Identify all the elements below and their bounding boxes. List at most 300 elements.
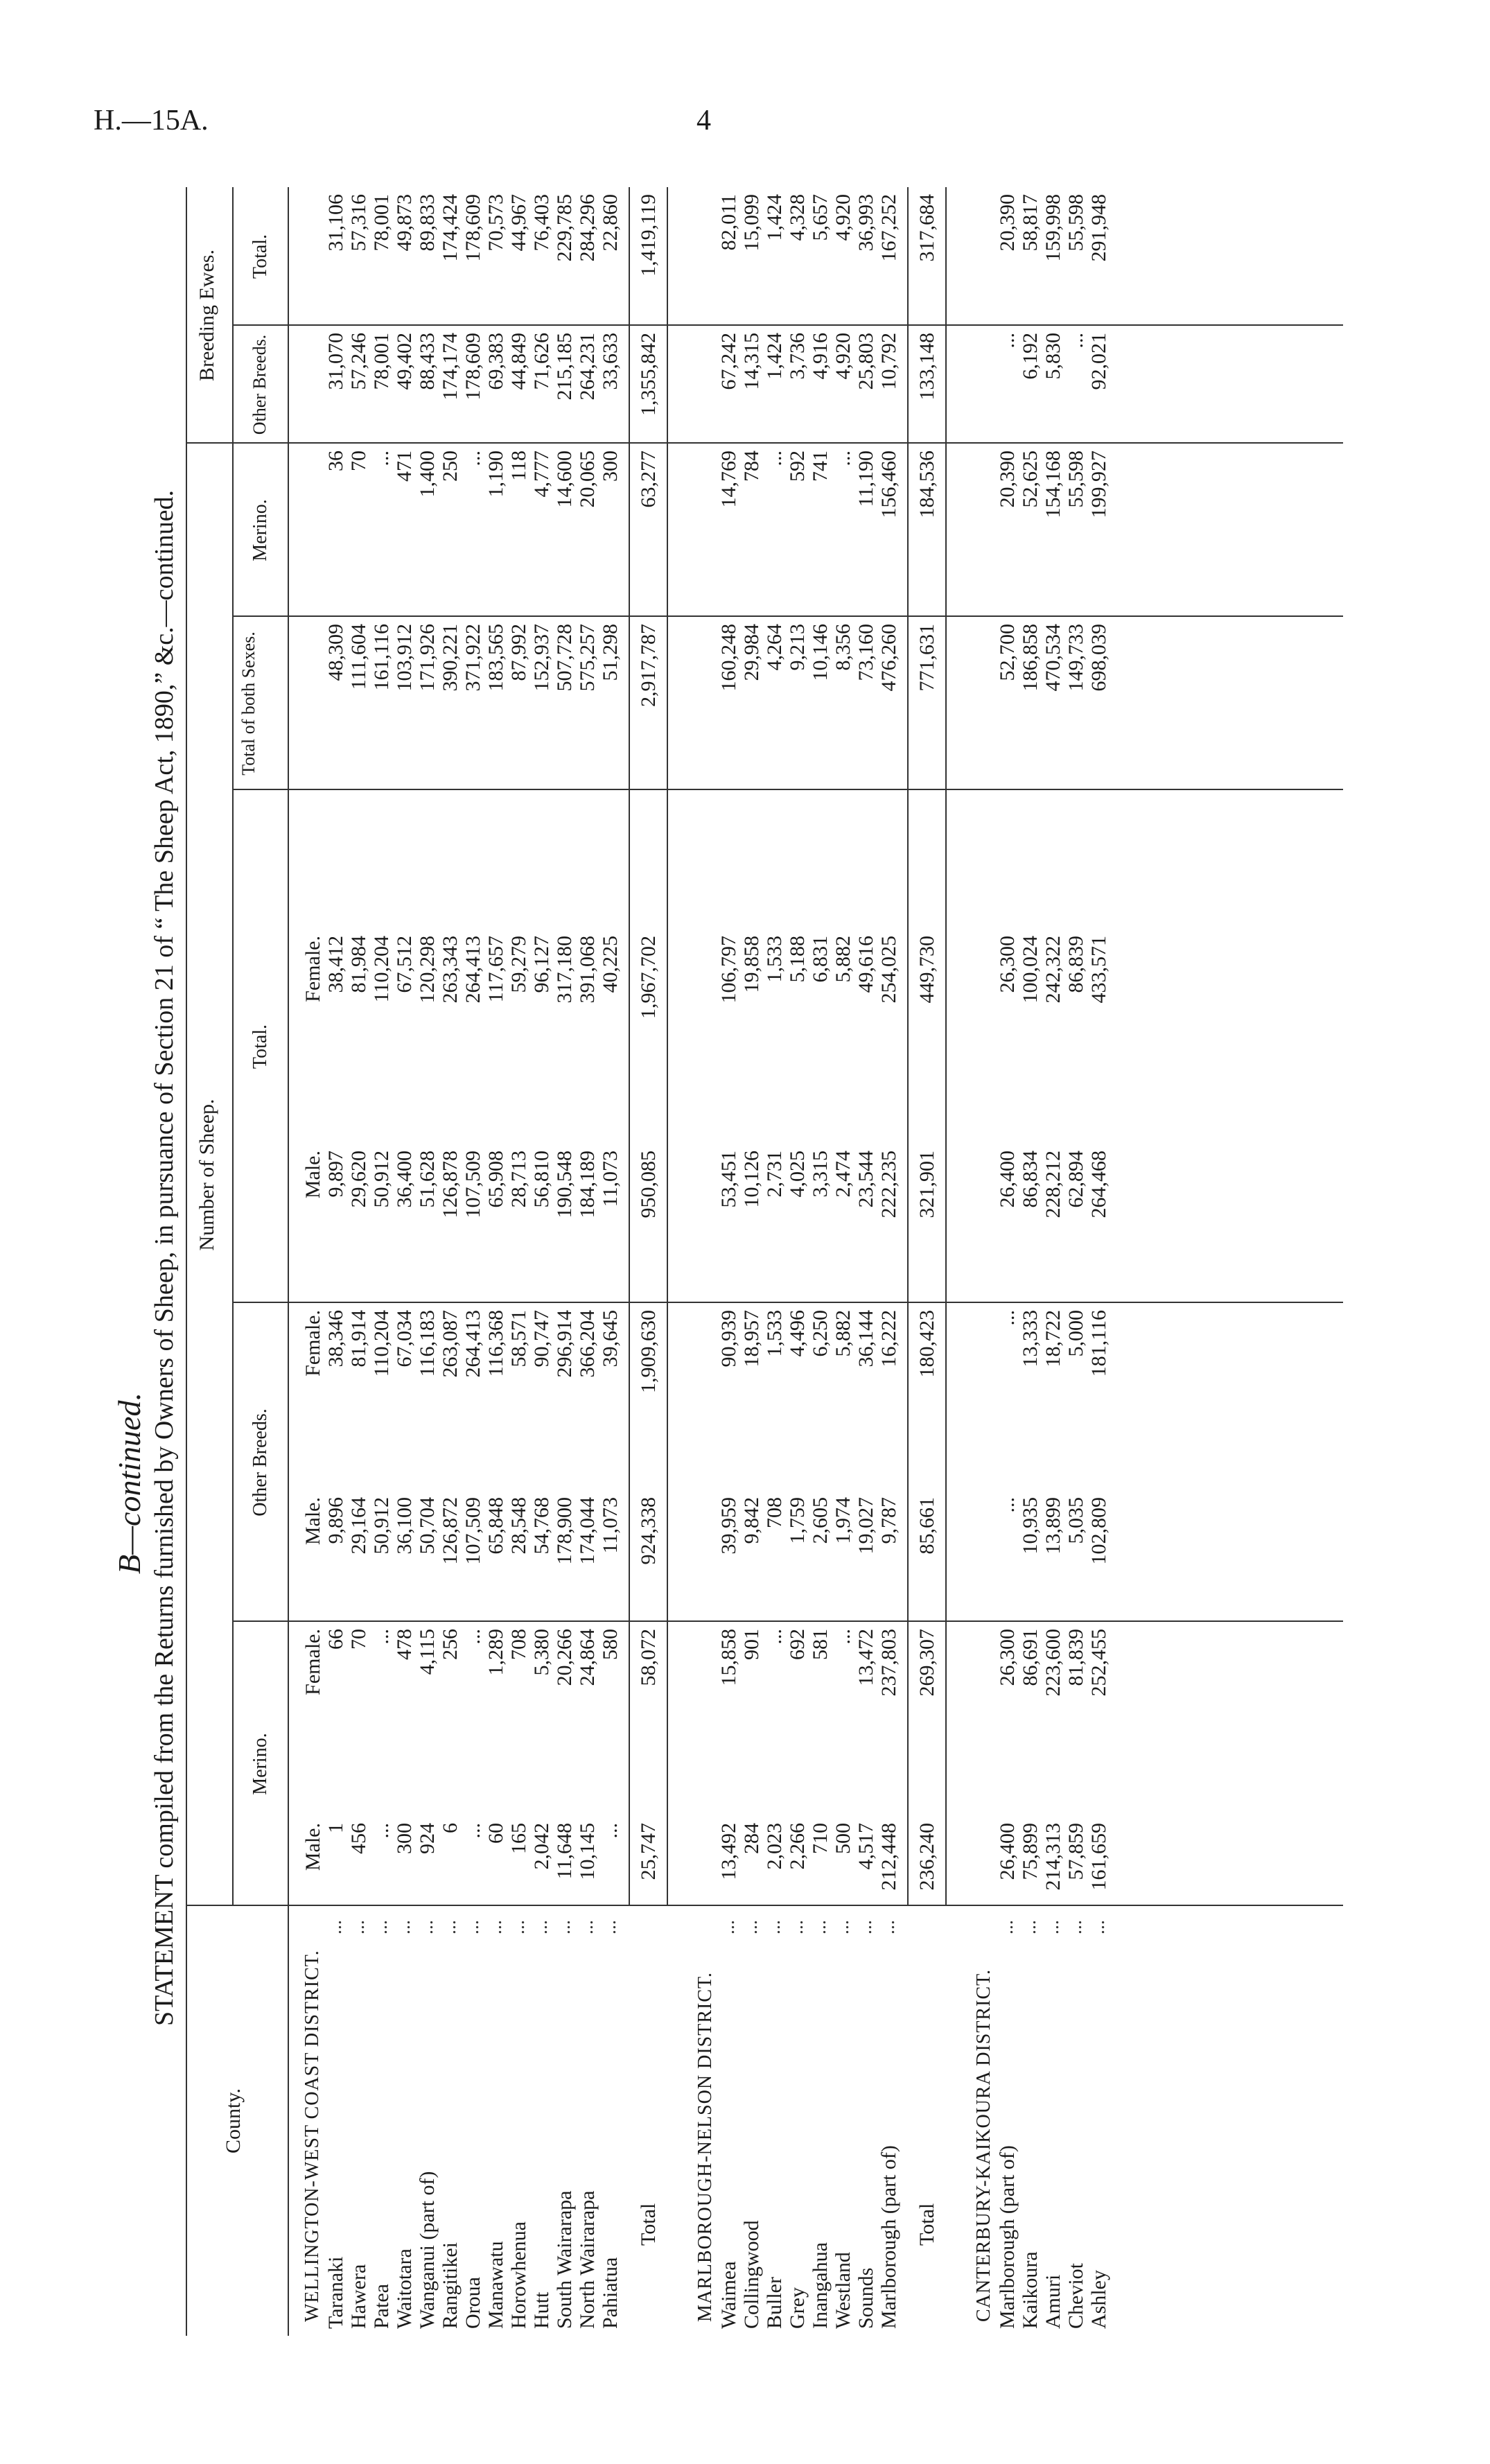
- rule-both-ewes: [232, 615, 1343, 617]
- cell-m-f: 26,300: [996, 1629, 1019, 1686]
- cell-t-m: 65,908: [484, 1151, 507, 1208]
- cell-t-f: 26,300: [996, 936, 1019, 993]
- statement-title: STATEMENT compiled from the Returns furnished by Owners of Sheep, in pursuance of Section 21 of “ The Sheep Act, 1890,” &c.—continued.: [150, 490, 179, 2026]
- cell-m-m: 60: [484, 1823, 507, 1844]
- cell-o-m: 28,548: [507, 1497, 530, 1555]
- total-header: Total.: [249, 1024, 271, 1069]
- total-o-m: 924,338: [637, 1497, 660, 1565]
- cell-t-b: 186,858: [1019, 624, 1042, 692]
- cell-o-f: 116,183: [416, 1310, 439, 1377]
- cell-t-m: 53,451: [717, 1151, 740, 1208]
- cell-o-m: 19,027: [854, 1497, 877, 1555]
- county-name: Waitotara: [393, 2248, 416, 2329]
- cell-m-m: 57,859: [1064, 1823, 1087, 1880]
- cell-m-f: 252,455: [1087, 1629, 1110, 1697]
- cell-m-f: ...: [462, 1629, 484, 1645]
- cell-e-t: 36,993: [854, 194, 877, 252]
- leader-dots: ...: [740, 1920, 762, 1934]
- cell-t-b: 698,039: [1087, 624, 1110, 692]
- county-name: Ashley: [1087, 2270, 1110, 2329]
- cell-o-f: 6,250: [809, 1310, 832, 1357]
- leader-dots: ...: [576, 1920, 597, 1934]
- cell-e-o: 49,402: [393, 333, 416, 390]
- cell-t-f: 391,068: [576, 936, 599, 1004]
- page-header-code: H.—15A.: [94, 105, 209, 137]
- county-name: Rangitikei: [439, 2242, 462, 2329]
- total-rule-top: [629, 187, 630, 1906]
- cell-t-b: 73,160: [854, 624, 877, 681]
- cell-m-f: 86,691: [1019, 1629, 1042, 1686]
- cell-m-f: 1,289: [484, 1629, 507, 1676]
- cell-t-f: 1,533: [763, 936, 786, 983]
- cell-e-m: 20,065: [576, 451, 599, 508]
- county-name: Waimea: [717, 2261, 740, 2329]
- leader-dots: ...: [462, 1920, 483, 1934]
- cell-t-b: 507,728: [553, 624, 576, 692]
- cell-m-m: 300: [393, 1823, 416, 1854]
- county-name: Kaikoura: [1019, 2251, 1042, 2329]
- cell-m-m: ...: [370, 1823, 393, 1839]
- cell-e-t: 159,998: [1042, 194, 1064, 262]
- cell-t-m: 56,810: [530, 1151, 553, 1208]
- cell-m-f: 581: [809, 1629, 832, 1660]
- cell-t-f: 242,322: [1042, 936, 1064, 1004]
- cell-m-m: 4,517: [854, 1823, 877, 1870]
- cell-o-f: 18,722: [1042, 1310, 1064, 1368]
- county-name: Buller: [763, 2277, 786, 2329]
- cell-e-m: 4,777: [530, 451, 553, 498]
- leader-dots: ...: [763, 1920, 785, 1934]
- total-e-m: 63,277: [637, 451, 660, 508]
- cell-t-m: 51,628: [416, 1151, 439, 1208]
- cell-o-f: 5,882: [832, 1310, 854, 1357]
- cell-m-m: 6: [439, 1823, 462, 1833]
- cell-e-t: 4,920: [832, 194, 854, 241]
- total-e-o: 1,355,842: [637, 333, 660, 416]
- cell-t-b: 111,604: [347, 624, 370, 690]
- cell-e-m: 1,190: [484, 451, 507, 498]
- cell-e-m: 784: [740, 451, 763, 482]
- cell-t-m: 29,620: [347, 1151, 370, 1208]
- cell-m-m: 500: [832, 1823, 854, 1854]
- leader-dots: ...: [809, 1920, 830, 1934]
- leader-dots: ...: [1087, 1920, 1109, 1934]
- merino-header: Merino.: [249, 1733, 271, 1795]
- leader-dots: ...: [717, 1920, 739, 1934]
- cell-o-f: 13,333: [1019, 1310, 1042, 1368]
- county-name: Hawera: [347, 2264, 370, 2329]
- county-name: Taranaki: [324, 2256, 347, 2329]
- cell-t-b: 371,922: [462, 624, 484, 692]
- cell-m-f: 24,864: [576, 1629, 599, 1686]
- cell-e-o: 67,242: [717, 333, 740, 390]
- total-t-f: 449,730: [915, 936, 938, 1004]
- sex-header-female: Female.: [301, 1310, 324, 1377]
- cell-e-m: ...: [763, 451, 786, 466]
- cell-o-f: 36,144: [854, 1310, 877, 1368]
- sex-header-female: Female.: [301, 936, 324, 1002]
- cell-m-f: 81,839: [1064, 1629, 1087, 1686]
- cell-m-m: 75,899: [1019, 1823, 1042, 1880]
- total-m-m: 236,240: [915, 1823, 938, 1891]
- cell-e-m: 156,460: [877, 451, 900, 518]
- county-name: Sounds: [854, 2267, 877, 2329]
- cell-e-t: 178,609: [462, 194, 484, 262]
- cell-o-m: 126,872: [439, 1497, 462, 1565]
- leader-dots: ...: [347, 1920, 369, 1934]
- cell-t-f: 40,225: [599, 936, 622, 993]
- cell-o-m: 65,848: [484, 1497, 507, 1555]
- cell-t-b: 9,213: [786, 624, 809, 671]
- cell-e-t: 174,424: [439, 194, 462, 262]
- leader-dots: ...: [439, 1920, 460, 1934]
- cell-e-o: 92,021: [1087, 333, 1110, 390]
- cell-t-f: 38,412: [324, 936, 347, 993]
- cell-e-o: 88,433: [416, 333, 439, 390]
- cell-t-b: 476,260: [877, 624, 900, 692]
- cell-e-t: 70,573: [484, 194, 507, 252]
- cell-e-o: 264,231: [576, 333, 599, 401]
- cell-e-o: 44,849: [507, 333, 530, 390]
- total-t-m: 950,085: [637, 1151, 660, 1218]
- cell-e-m: 11,190: [854, 451, 877, 507]
- cell-o-f: 58,571: [507, 1310, 530, 1368]
- cell-e-o: 33,633: [599, 333, 622, 390]
- cell-e-m: ...: [832, 451, 854, 466]
- other-breeds-header: Other Breeds.: [249, 1408, 271, 1517]
- leader-dots: ...: [553, 1920, 575, 1934]
- cell-o-m: 1,759: [786, 1497, 809, 1544]
- cell-m-m: 2,266: [786, 1823, 809, 1870]
- cell-t-m: 184,189: [576, 1151, 599, 1218]
- cell-t-m: 2,474: [832, 1151, 854, 1198]
- county-name: Marlborough (part of): [996, 2145, 1019, 2329]
- total-o-f: 180,423: [915, 1310, 938, 1378]
- cell-e-t: 58,817: [1019, 194, 1042, 252]
- cell-e-t: 82,011: [717, 194, 740, 251]
- total-both-sexes-header: Total of both Sexes.: [238, 631, 258, 776]
- cell-t-f: 59,279: [507, 936, 530, 993]
- cell-t-m: 107,509: [462, 1151, 484, 1218]
- cell-o-m: 9,842: [740, 1497, 763, 1544]
- cell-e-m: 250: [439, 451, 462, 482]
- cell-t-f: 67,512: [393, 936, 416, 993]
- cell-e-t: 291,948: [1087, 194, 1110, 262]
- county-name: Marlborough (part of): [877, 2145, 900, 2329]
- cell-m-m: 212,448: [877, 1823, 900, 1891]
- cell-m-m: 26,400: [996, 1823, 1019, 1880]
- cell-o-f: 90,747: [530, 1310, 553, 1368]
- cell-o-m: 1,974: [832, 1497, 854, 1544]
- cell-o-m: 9,896: [324, 1497, 347, 1544]
- cell-t-m: 264,468: [1087, 1151, 1110, 1218]
- cell-o-f: 90,939: [717, 1310, 740, 1368]
- cell-m-f: ...: [832, 1629, 854, 1645]
- cell-e-m: 199,927: [1087, 451, 1110, 518]
- cell-t-b: 51,298: [599, 624, 622, 681]
- cell-o-f: 16,222: [877, 1310, 900, 1368]
- county-name: North Wairarapa: [576, 2190, 599, 2329]
- leader-dots: ...: [507, 1920, 529, 1934]
- cell-o-m: 9,787: [877, 1497, 900, 1544]
- county-header: County.: [222, 2088, 245, 2153]
- leader-dots: ...: [484, 1920, 506, 1934]
- cell-e-t: 229,785: [553, 194, 576, 262]
- total-rule-bottom: [945, 187, 947, 1906]
- cell-e-t: 44,967: [507, 194, 530, 252]
- cell-o-m: 102,809: [1087, 1497, 1110, 1565]
- ewes-total-header: Total.: [249, 234, 271, 279]
- cell-o-m: 13,899: [1042, 1497, 1064, 1555]
- cell-m-f: 580: [599, 1629, 622, 1660]
- cell-e-m: 471: [393, 451, 416, 482]
- cell-t-m: 3,315: [809, 1151, 832, 1198]
- cell-m-m: 214,313: [1042, 1823, 1064, 1891]
- cell-t-f: 263,343: [439, 936, 462, 1004]
- total-t-m: 321,901: [915, 1151, 938, 1218]
- cell-o-m: 50,912: [370, 1497, 393, 1555]
- cell-t-f: 317,180: [553, 936, 576, 1004]
- cell-t-b: 161,116: [370, 624, 393, 691]
- district-heading: MARLBOROUGH-NELSON DISTRICT.: [694, 1971, 716, 2322]
- leader-dots: ...: [1019, 1920, 1040, 1934]
- cell-o-m: 50,704: [416, 1497, 439, 1555]
- cell-t-f: 120,298: [416, 936, 439, 1004]
- cell-m-f: ...: [370, 1629, 393, 1645]
- cell-t-m: 23,544: [854, 1151, 877, 1208]
- cell-m-f: 901: [740, 1629, 763, 1660]
- cell-m-f: 4,115: [416, 1629, 439, 1675]
- cell-o-f: 67,034: [393, 1310, 416, 1368]
- cell-t-b: 103,912: [393, 624, 416, 692]
- leader-dots: ...: [599, 1920, 620, 1934]
- cell-t-m: 190,548: [553, 1151, 576, 1218]
- county-name: Manawatu: [484, 2241, 507, 2329]
- cell-t-b: 52,700: [996, 624, 1019, 681]
- cell-e-o: 69,383: [484, 333, 507, 390]
- cell-o-m: 39,959: [717, 1497, 740, 1555]
- cell-m-m: 10,145: [576, 1823, 599, 1880]
- cell-e-m: 55,598: [1064, 451, 1087, 508]
- cell-t-f: 433,571: [1087, 936, 1110, 1004]
- total-e-o: 133,148: [915, 333, 938, 401]
- cell-o-f: 39,645: [599, 1310, 622, 1368]
- cell-e-o: 71,626: [530, 333, 553, 390]
- cell-m-m: 161,659: [1087, 1823, 1110, 1891]
- cell-e-t: 78,001: [370, 194, 393, 252]
- sex-header-male: Male.: [301, 1151, 324, 1199]
- cell-t-m: 26,400: [996, 1151, 1019, 1208]
- county-name: Hutt: [530, 2291, 553, 2329]
- cell-e-m: 36: [324, 451, 347, 471]
- cell-e-t: 5,657: [809, 194, 832, 241]
- cell-e-o: 31,070: [324, 333, 347, 390]
- total-m-m: 25,747: [637, 1823, 660, 1880]
- cell-t-b: 8,356: [832, 624, 854, 671]
- cell-o-f: 5,000: [1064, 1310, 1087, 1357]
- rule-total-both: [232, 789, 1343, 790]
- cell-m-m: 2,023: [763, 1823, 786, 1870]
- cell-o-m: 54,768: [530, 1497, 553, 1555]
- cell-e-o: 178,609: [462, 333, 484, 401]
- cell-m-f: 70: [347, 1629, 370, 1650]
- cell-m-m: ...: [599, 1823, 622, 1839]
- cell-t-m: 28,713: [507, 1151, 530, 1208]
- cell-t-m: 36,400: [393, 1151, 416, 1208]
- cell-m-m: 710: [809, 1823, 832, 1854]
- total-t-b: 2,917,787: [637, 624, 660, 707]
- cell-t-m: 10,126: [740, 1151, 763, 1208]
- breeding-ewes-header: Breeding Ewes.: [195, 250, 218, 381]
- cell-e-m: 70: [347, 451, 370, 471]
- cell-o-m: 708: [763, 1497, 786, 1528]
- cell-e-m: 14,600: [553, 451, 576, 508]
- cell-t-f: 96,127: [530, 936, 553, 993]
- cell-m-m: ...: [462, 1823, 484, 1839]
- county-name: Horowhenua: [507, 2221, 530, 2329]
- leader-dots: ...: [393, 1920, 414, 1934]
- leader-dots: ...: [1042, 1920, 1063, 1934]
- total-m-f: 269,307: [915, 1629, 938, 1697]
- cell-e-o: 3,736: [786, 333, 809, 380]
- county-name: South Wairarapa: [553, 2190, 576, 2329]
- cell-o-f: 263,087: [439, 1310, 462, 1378]
- cell-e-m: 20,390: [996, 451, 1019, 508]
- total-t-b: 771,631: [915, 624, 938, 692]
- cell-e-o: ...: [1064, 333, 1087, 349]
- cell-e-t: 89,833: [416, 194, 439, 252]
- leader-dots: ...: [786, 1920, 807, 1934]
- cell-t-m: 4,025: [786, 1151, 809, 1198]
- cell-t-b: 87,992: [507, 624, 530, 681]
- cell-e-m: 14,769: [717, 451, 740, 508]
- cell-e-m: 1,400: [416, 451, 439, 498]
- cell-o-f: 38,346: [324, 1310, 347, 1368]
- cell-e-o: 25,803: [854, 333, 877, 390]
- cell-e-o: 1,424: [763, 333, 786, 380]
- cell-o-f: 116,368: [484, 1310, 507, 1377]
- ewes-other-breeds-header: Other Breeds.: [249, 334, 270, 435]
- cell-o-m: 36,100: [393, 1497, 416, 1555]
- cell-o-m: ...: [996, 1497, 1019, 1513]
- cell-o-f: 81,914: [347, 1310, 370, 1368]
- total-m-f: 58,072: [637, 1629, 660, 1686]
- total-o-m: 85,661: [915, 1497, 938, 1555]
- cell-e-o: 6,192: [1019, 333, 1042, 380]
- cell-t-b: 390,221: [439, 624, 462, 692]
- cell-e-t: 49,873: [393, 194, 416, 252]
- cell-m-m: 924: [416, 1823, 439, 1854]
- cell-o-m: 11,073: [599, 1497, 622, 1554]
- total-label: Total: [637, 2203, 660, 2246]
- leader-dots: ...: [877, 1920, 899, 1934]
- cell-o-f: 181,116: [1087, 1310, 1110, 1377]
- cell-o-f: 1,533: [763, 1310, 786, 1357]
- total-t-f: 1,967,702: [637, 936, 660, 1019]
- total-label: Total: [915, 2203, 938, 2246]
- cell-t-m: 222,235: [877, 1151, 900, 1218]
- total-e-t: 317,684: [915, 194, 938, 262]
- cell-e-o: 4,916: [809, 333, 832, 380]
- cell-t-b: 575,257: [576, 624, 599, 692]
- cell-m-m: 456: [347, 1823, 370, 1854]
- cell-o-m: 174,044: [576, 1497, 599, 1565]
- table-title: B—continued.: [112, 1392, 147, 1574]
- cell-t-f: 106,797: [717, 936, 740, 1004]
- cell-m-f: ...: [763, 1629, 786, 1645]
- district-heading: CANTERBURY-KAIKOURA DISTRICT.: [973, 1968, 994, 2322]
- cell-t-f: 19,858: [740, 936, 763, 993]
- cell-t-m: 2,731: [763, 1151, 786, 1198]
- cell-t-b: 4,264: [763, 624, 786, 671]
- cell-e-m: 741: [809, 451, 832, 482]
- cell-t-f: 49,616: [854, 936, 877, 993]
- cell-o-m: 5,035: [1064, 1497, 1087, 1544]
- rotated-table-area: [111, 166, 1358, 2350]
- cell-m-f: 223,600: [1042, 1629, 1064, 1697]
- sex-header-male: Male.: [301, 1823, 324, 1871]
- cell-t-m: 86,834: [1019, 1151, 1042, 1208]
- leader-dots: ...: [530, 1920, 552, 1934]
- leader-dots: ...: [832, 1920, 853, 1934]
- page-number: 4: [696, 105, 711, 137]
- leader-dots: ...: [1064, 1920, 1086, 1934]
- cell-e-m: 52,625: [1019, 451, 1042, 508]
- cell-t-b: 29,984: [740, 624, 763, 681]
- cell-m-m: 1: [324, 1823, 347, 1833]
- cell-e-o: 4,920: [832, 333, 854, 380]
- county-name: Amuri: [1042, 2274, 1064, 2329]
- cell-e-o: 174,174: [439, 333, 462, 401]
- cell-e-t: 22,860: [599, 194, 622, 252]
- rule-header-bottom: [288, 187, 289, 2336]
- county-name: Grey: [786, 2287, 809, 2329]
- cell-t-b: 160,248: [717, 624, 740, 692]
- cell-t-m: 11,073: [599, 1151, 622, 1207]
- cell-m-f: 20,266: [553, 1629, 576, 1686]
- county-name: Cheviot: [1064, 2263, 1087, 2329]
- cell-t-f: 254,025: [877, 936, 900, 1004]
- leader-dots: ...: [854, 1920, 876, 1934]
- county-name: Inangahua: [809, 2242, 832, 2329]
- cell-e-o: 215,185: [553, 333, 576, 401]
- total-o-f: 1,909,630: [637, 1310, 660, 1393]
- cell-t-b: 183,565: [484, 624, 507, 692]
- cell-t-f: 81,984: [347, 936, 370, 993]
- cell-t-m: 50,912: [370, 1151, 393, 1208]
- cell-m-m: 13,492: [717, 1823, 740, 1880]
- cell-m-f: 708: [507, 1629, 530, 1660]
- cell-o-m: 29,164: [347, 1497, 370, 1555]
- cell-e-m: 300: [599, 451, 622, 482]
- cell-e-t: 284,296: [576, 194, 599, 262]
- cell-t-b: 48,309: [324, 624, 347, 681]
- cell-o-m: 178,900: [553, 1497, 576, 1565]
- cell-t-f: 100,024: [1019, 936, 1042, 1004]
- rule-group-heads: [232, 187, 234, 1906]
- cell-t-m: 228,212: [1042, 1151, 1064, 1218]
- cell-e-t: 76,403: [530, 194, 553, 252]
- cell-t-f: 264,413: [462, 936, 484, 1004]
- cell-t-f: 86,839: [1064, 936, 1087, 993]
- cell-t-b: 152,937: [530, 624, 553, 692]
- cell-e-o: 78,001: [370, 333, 393, 390]
- cell-t-b: 149,733: [1064, 624, 1087, 692]
- cell-m-f: 692: [786, 1629, 809, 1660]
- cell-e-m: 118: [507, 451, 530, 481]
- cell-t-b: 470,534: [1042, 624, 1064, 692]
- total-rule-top: [907, 187, 909, 1906]
